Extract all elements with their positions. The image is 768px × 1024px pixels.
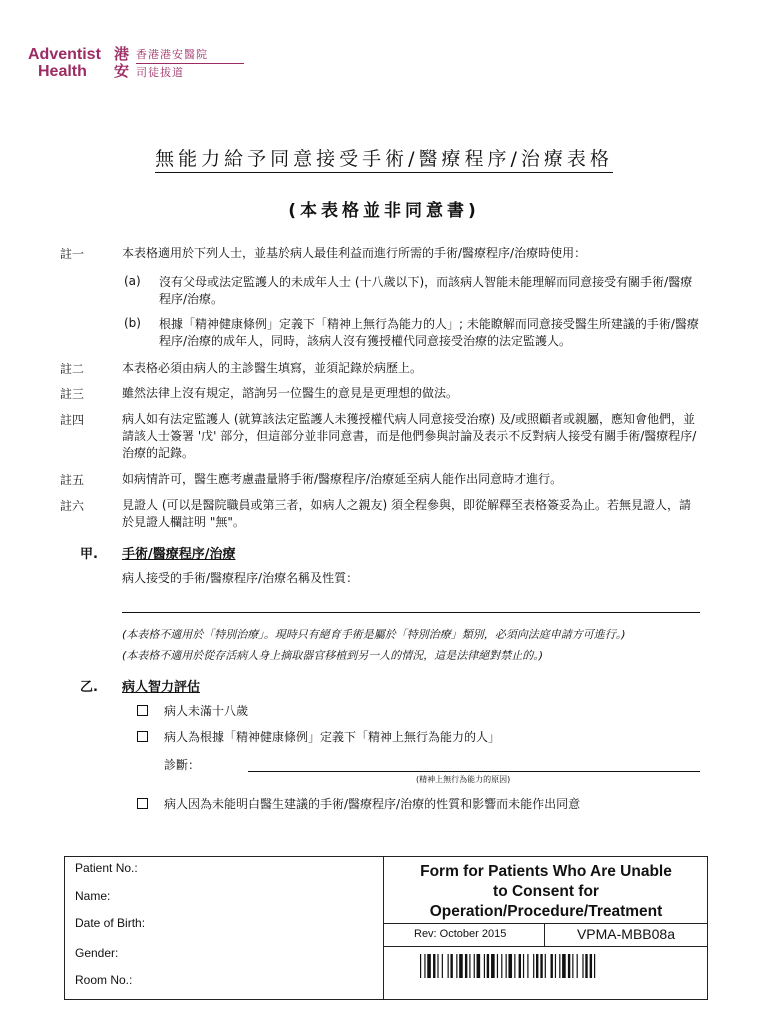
- barcode-bar: [519, 954, 521, 978]
- barcode-bar: [594, 954, 595, 978]
- barcode-bar: [545, 954, 546, 978]
- logo-char-1: 港: [114, 45, 130, 63]
- barcode-bar: [424, 954, 425, 978]
- note-key: 註一: [60, 247, 85, 261]
- note-key: 註六: [60, 499, 85, 513]
- barcode-bar: [484, 954, 485, 978]
- barcode-bar: [527, 954, 528, 978]
- note-text: 本表格適用於下列人士，並基於病人最佳利益而進行所需的手術/醫療程序/治療時使用：: [122, 246, 587, 260]
- barcode-bar: [568, 954, 570, 978]
- option-under-18-label: 病人未滿十八歲: [164, 704, 249, 718]
- barcode-bar: [469, 954, 470, 978]
- form-code: VPMA-MBB08a: [576, 926, 676, 942]
- section-a-key: 甲.: [80, 547, 98, 562]
- room-no-label: Room No.:: [75, 973, 133, 987]
- gender-label: Gender:: [75, 946, 119, 960]
- barcode-bar: [487, 954, 489, 978]
- sub-item-text: 沒有父母或法定監護人的未成年人士 (十八歲以下)，而該病人智能未能理解而同意接受有關手術/醫療程序/治療。: [159, 275, 693, 306]
- section-a-note-1: (本表格不適用於「特別治療」。現時只有絕育手術是屬於「特別治療」類別，必須向法庭申請方可進行。): [122, 628, 626, 641]
- note-key: 註二: [60, 362, 85, 376]
- logo-zh-name: 香港港安醫院: [136, 48, 208, 61]
- barcode-bar: [555, 954, 556, 978]
- form-title-zh: 無能力給予同意接受手術/醫療程序/治療表格: [0, 144, 768, 171]
- barcode-bar: [508, 954, 512, 978]
- logo-text-health: Health: [38, 63, 87, 80]
- logo-text-adventist: Adventist: [28, 46, 101, 63]
- barcode-bar: [474, 954, 475, 978]
- barcode-bar: [501, 954, 502, 978]
- diagnosis-caption: (精神上無行為能力的原因): [416, 775, 511, 784]
- logo-char-2: 安: [114, 62, 130, 80]
- diagnosis-field[interactable]: [248, 771, 700, 772]
- barcode-bar: [448, 954, 449, 978]
- revision-row: [384, 923, 708, 947]
- dob-label: Date of Birth:: [75, 916, 146, 930]
- section-b-key: 乙.: [80, 680, 98, 695]
- option-unable-to-understand-label: 病人因為未能明白醫生建議的手術/醫療程序/治療的性質和影響而未能作出同意: [164, 797, 581, 811]
- note-key: 註五: [60, 473, 85, 487]
- form-subtitle-zh: (本表格並非同意書): [288, 201, 480, 221]
- patient-label-box: [64, 856, 708, 1000]
- barcode-bar: [590, 954, 592, 978]
- barcode-bar: [450, 954, 452, 978]
- barcode-bar: [551, 954, 553, 978]
- section-a-title: 手術/醫療程序/治療: [122, 547, 236, 562]
- barcode-bar: [536, 954, 538, 978]
- option-mental-incapacity-label: 病人為根據「精神健康條例」定義下「精神上無行為能力的人」: [164, 730, 501, 744]
- barcode-bar: [506, 954, 507, 978]
- section-b-title: 病人智力評估: [122, 680, 201, 695]
- barcode-bar: [497, 954, 498, 978]
- barcode-bar: [459, 954, 463, 978]
- barcode: [420, 954, 682, 978]
- logo-zh-address: 司徒拔道: [136, 66, 184, 79]
- barcode-bar: [491, 954, 495, 978]
- sub-item-key: (b): [124, 316, 141, 330]
- note-text: 見證人 (可以是醫院職員或第三者，如病人之親友) 須全程參與，即從解釋至表格簽妥為止。若無見證人，請於見證人欄註明 "無"。: [122, 498, 691, 529]
- barcode-bar: [514, 954, 515, 978]
- checkbox-mental-incapacity[interactable]: [137, 731, 148, 742]
- form-info-panel: [383, 857, 708, 999]
- note-text: 如病情許可，醫生應考慮盡量將手術/醫療程序/治療延至病人能作出同意時才進行。: [122, 472, 563, 486]
- note-key: 註四: [60, 413, 85, 427]
- barcode-bar: [427, 954, 431, 978]
- form-title-en: Form for Patients Who Are Unable to Consent for Operation/Procedure/Treatment: [420, 863, 672, 920]
- barcode-bar: [559, 954, 560, 978]
- diagnosis-label: 診斷：: [164, 758, 201, 772]
- barcode-bar: [562, 954, 566, 978]
- checkbox-unable-to-understand[interactable]: [137, 798, 148, 809]
- sub-item-text: 根據「精神健康條例」定義下「精神上無行為能力的人」; 未能瞭解而同意接受醫生所建議的手術/醫療程序/治療的成年人，同時，該病人沒有獲授權代同意接受治療的法定監護人。: [159, 317, 699, 348]
- name-label: Name:: [75, 889, 111, 903]
- note-text: 本表格必須由病人的主診醫生填寫，並須記錄於病歷上。: [122, 361, 423, 375]
- barcode-bar: [585, 954, 587, 978]
- treatment-name-field[interactable]: [122, 612, 700, 613]
- revision-date: Rev: October 2015: [414, 928, 507, 940]
- section-a-prompt: 病人接受的手術/醫療程序/治療名稱及性質：: [122, 571, 359, 585]
- patient-no-label: Patient No.:: [75, 861, 138, 875]
- barcode-bar: [420, 954, 421, 978]
- barcode-bar: [523, 954, 524, 978]
- barcode-bar: [437, 954, 438, 978]
- barcode-bar: [477, 954, 481, 978]
- checkbox-under-18[interactable]: [137, 705, 148, 716]
- sub-item-key: (a): [124, 274, 141, 288]
- note-key: 註三: [60, 387, 85, 401]
- barcode-bar: [433, 954, 435, 978]
- barcode-bar: [582, 954, 583, 978]
- barcode-bar: [533, 954, 534, 978]
- barcode-bar: [465, 954, 467, 978]
- note-text: 雖然法律上沒有規定，諮詢另一位醫生的意見是更理想的做法。: [122, 386, 459, 400]
- logo-divider: [136, 63, 244, 64]
- barcode-bar: [442, 954, 443, 978]
- note-text: 病人如有法定監護人 (就算該法定監護人未獲授權代病人同意接受治療) 及/或照顧者或親屬，應知會他們，並請該人士簽署 '戊' 部分，但這部分並非同意書，而是他們參與討論及表示不反對病人接受有關手術/醫療程序/治療的記錄。: [122, 412, 697, 460]
- section-a-note-2: (本表格不適用於從存活病人身上摘取器官移植到另一人的情況，這是法律絕對禁止的。): [122, 649, 544, 662]
- barcode-bar: [577, 954, 578, 978]
- barcode-bar: [456, 954, 457, 978]
- barcode-bar: [572, 954, 573, 978]
- hospital-logo: [28, 46, 238, 88]
- barcode-bar: [540, 954, 542, 978]
